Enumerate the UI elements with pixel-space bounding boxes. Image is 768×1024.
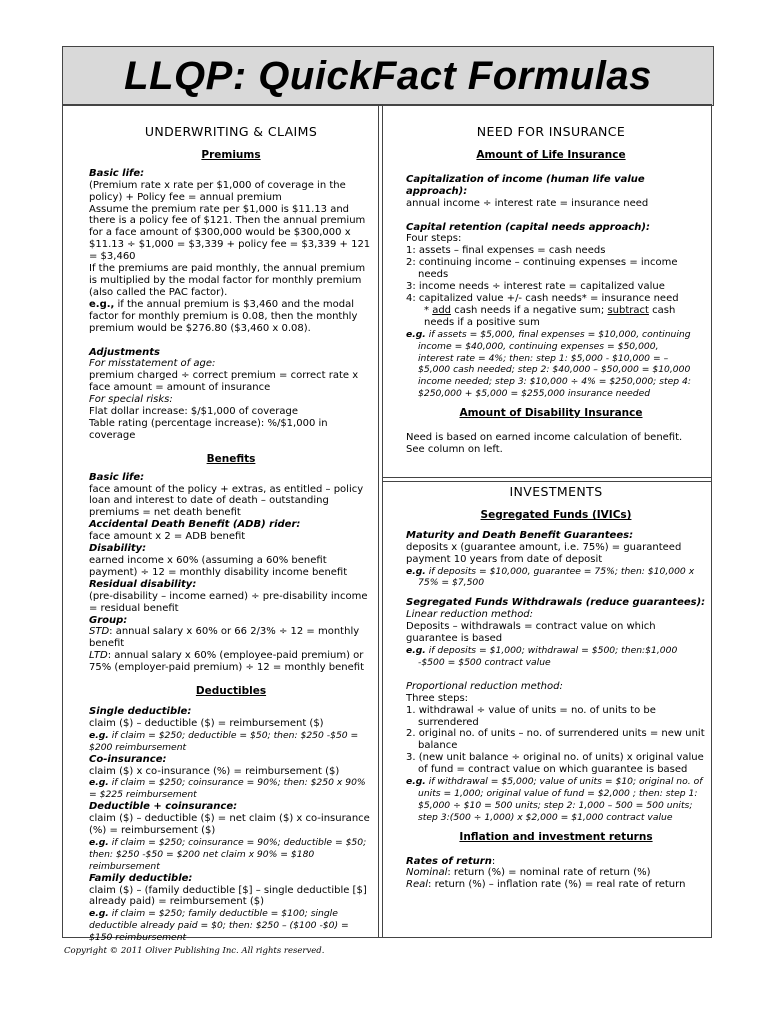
need-heading: NEED FOR INSURANCE: [476, 124, 626, 139]
investments-heading: INVESTMENTS: [509, 484, 603, 499]
example-text: if assets = $5,000, final expenses = $10,000, continuing income = $40,000, continuing expenses = $50,000, interest rate = 4%; then: step 1: $5,000 - $10,000 = –$5,000 cash needed; step 2: $40,000 – $50,000 = $10,000 income needed; step 3: $10,000 ÷ 4% = $250,000; step 4: $250,000 + $5,000 = $255,000 insurance needed: [418, 328, 691, 400]
example-text: if claim = $250; coinsurance = 90%; deductible = $50; then: $250 -$50 = $200 net claim x 90% = $180 reimbursement: [89, 836, 367, 872]
linear-example: [406, 645, 706, 669]
misstatement-formula: premium charged ÷ correct premium = correct rate x face amount = amount of insurance: [89, 370, 359, 394]
ded-coins-label: Deductible + coinsurance:: [89, 801, 238, 813]
disability-formula: earned income x 60% (assuming a 60% benefit payment) ÷ 12 = monthly disability income benefit: [89, 555, 348, 578]
inflation-heading: Inflation and investment returns: [459, 830, 653, 843]
adb-formula: face amount x 2 = ADB benefit: [89, 531, 246, 543]
family-deductible-label: Family deductible:: [89, 872, 193, 884]
nominal-text: : return (%) = nominal rate of return (%): [447, 867, 651, 879]
eg-label: e.g.: [406, 565, 426, 577]
adb-label: Accidental Death Benefit (ADB) rider:: [89, 519, 301, 531]
premium-formula: (Premium rate x rate per $1,000 of coverage in the policy) + Policy fee = annual premium: [89, 179, 346, 203]
linear-formula: Deposits – withdrawals = contract value on which guarantee is based: [406, 621, 656, 645]
example-text: if claim = $250; family deductible = $100; single deductible already paid = $0; then: $250 – ($100 -$0) = $150 reimbursement: [89, 908, 349, 944]
seg-funds-heading: Segregated Funds (IVICs): [480, 508, 632, 521]
flat-increase: Flat dollar increase: $/$1,000 of coverage: [89, 406, 299, 418]
single-deductible-label: Single deductible:: [89, 705, 192, 717]
add-word: add: [432, 304, 452, 316]
special-risks-label: For special risks:: [89, 394, 173, 406]
prop-step-2: 2. original no. of units – no. of surrendered units = new unit balance: [406, 728, 705, 752]
real-label: Real: [406, 879, 429, 891]
copyright-footer: Copyright © 2011 Oliver Publishing Inc. All rights reserved.: [64, 946, 325, 956]
withdrawals-label: Segregated Funds Withdrawals (reduce guarantees):: [406, 597, 706, 609]
modal-example: [89, 299, 373, 335]
subtract-word: subtract: [607, 304, 649, 316]
example-text: if claim = $250; deductible = $50; then: $250 -$50 = $200 reimbursement: [89, 729, 359, 753]
family-deductible-example: [89, 908, 373, 944]
eg-label: e.g.: [406, 644, 426, 656]
death-benefit-formula: face amount of the policy + extras, as entitled – policy loan and interest to date of death – outstanding premiums = net death benefit: [89, 483, 364, 519]
maturity-formula: deposits x (guarantee amount, i.e. 75%) = guaranteed payment 10 years from date of deposit: [406, 541, 682, 565]
disability-text: Need is based on earned income calculation of benefit. See column on left.: [406, 432, 683, 455]
rates-colon: :: [491, 855, 496, 867]
eg-label: e.g.,: [89, 298, 115, 310]
ltd-text: : annual salary x 60% (employee-paid premium) or 75% (employer-paid premium) ÷ 12 = monthly benefit: [89, 650, 365, 674]
coinsurance-formula: claim ($) x co-insurance (%) = reimbursement ($): [89, 765, 340, 777]
cash-needs-note: [406, 305, 696, 329]
ltd-formula: [89, 650, 373, 674]
eg-label: e.g.: [89, 729, 109, 741]
investments-column: [406, 486, 706, 891]
cap-income-formula: annual income ÷ interest rate = insurance need: [406, 197, 649, 209]
need-column: [406, 126, 696, 456]
premiums-heading: Premiums: [201, 148, 261, 161]
coinsurance-example: [89, 777, 373, 801]
benefits-heading: Benefits: [206, 452, 256, 465]
eg-label: e.g.: [406, 328, 426, 340]
step-1: 1: assets – final expenses = cash needs: [406, 245, 606, 257]
residual-formula: (pre-disability – income earned) ÷ pre-disability income = residual benefit: [89, 590, 368, 614]
basic-life-label: Basic life:: [89, 167, 145, 179]
std-text: : annual salary x 60% or 66 2/3% ÷ 12 = monthly benefit: [89, 626, 360, 650]
eg-label: e.g.: [89, 908, 109, 920]
eg-label: e.g.: [89, 777, 109, 789]
real-formula: [406, 879, 706, 891]
std-label: STD: [89, 626, 110, 638]
note-middle: cash needs if a negative sum;: [451, 304, 608, 316]
step-4: 4: capitalized value +/- cash needs* = insurance need: [406, 292, 679, 304]
eg-label: e.g.: [406, 776, 426, 788]
section-divider: [383, 477, 712, 482]
cap-income-label: Capitalization of income (human life value approach):: [406, 173, 645, 197]
deductibles-heading: Deductibles: [195, 685, 267, 698]
asterisk: *: [424, 304, 433, 316]
proportional-label: Proportional reduction method:: [406, 680, 563, 692]
ded-coins-formula: claim ($) – deductible ($) = net claim ($) x co-insurance (%) = reimbursement ($): [89, 813, 370, 837]
coinsurance-label: Co-insurance:: [89, 753, 167, 765]
std-formula: [89, 626, 373, 650]
maturity-example: [406, 566, 706, 590]
prop-step-3: 3. (new unit balance ÷ original no. of units) x original value of fund = contract value on which guarantee is based: [406, 752, 704, 776]
nominal-label: Nominal: [406, 867, 448, 879]
single-deductible-formula: claim ($) – deductible ($) = reimbursement ($): [89, 717, 324, 729]
monthly-note: If the premiums are paid monthly, the annual premium is multiplied by the modal factor for monthly premium (also called the PAC factor).: [89, 263, 366, 298]
need-example: [406, 329, 696, 400]
cap-retention-label: Capital retention (capital needs approach):: [406, 221, 650, 233]
modal-example-text: if the annual premium is $3,460 and the modal factor for monthly premium is 0.08, then the monthly premium would be $276.80 ($3,460 x 0.08).: [89, 298, 358, 334]
ded-coins-example: [89, 837, 373, 873]
proportional-example: [406, 776, 706, 824]
residual-label: Residual disability:: [89, 578, 197, 590]
amount-life-heading: Amount of Life Insurance: [476, 148, 626, 161]
underwriting-heading: UNDERWRITING & CLAIMS: [144, 124, 318, 139]
linear-label: Linear reduction method:: [406, 609, 534, 621]
eg-label: e.g.: [89, 836, 109, 848]
family-deductible-formula: claim ($) – (family deductible [$] – single deductible [$] already paid) = reimbursement ($): [89, 884, 367, 908]
example-text: if withdrawal = $5,000; value of units = $10; original no. of units = 1,000; original value of fund = $2,000 ; then: step 1: $5,000 ÷ $10 = 500 units; step 2: 1,000 – 500 = 500 units; step 3:(500 ÷ 1,000) x $2,000 = $1,000 contract value: [418, 776, 703, 823]
underwriting-column: [89, 126, 373, 944]
three-steps-label: Three steps:: [406, 692, 469, 704]
step-2: 2: continuing income – continuing expenses = income needs: [406, 257, 678, 281]
group-label: Group:: [89, 614, 128, 626]
adjustments-heading: Adjustments: [89, 346, 160, 358]
nominal-formula: [406, 867, 706, 879]
single-deductible-example: [89, 730, 373, 754]
rates-label: [406, 856, 706, 868]
prop-step-1: 1. withdrawal ÷ value of units = no. of units to be surrendered: [406, 704, 656, 728]
note-tail: cash needs if a positive sum: [424, 304, 676, 328]
benefits-basic-life: Basic life:: [89, 471, 145, 483]
misstatement-label: For misstatement of age:: [89, 358, 216, 370]
real-text: : return (%) – inflation rate (%) = real rate of return: [428, 879, 686, 891]
disability-label: Disability:: [89, 543, 147, 555]
example-text: if claim = $250; coinsurance = 90%; then: $250 x 90% = $225 reimbursement: [89, 777, 366, 801]
premium-example: Assume the premium rate per $1,000 is $11.13 and there is a policy fee of $121. Then the annual premium for a face amount of $300,000 would be $300,000 x $11.13 ÷ $1,000 = $3,339 + policy fee = $3,339 + 121 = $3,460: [89, 203, 371, 263]
four-steps-label: Four steps:: [406, 233, 462, 245]
step-3: 3: income needs ÷ interest rate = capitalized value: [406, 281, 665, 293]
page-title: LLQP: QuickFact Formulas: [124, 54, 652, 98]
title-banner: [62, 46, 714, 106]
table-rating: Table rating (percentage increase): %/$1,000 in coverage: [89, 417, 328, 441]
disability-heading: Amount of Disability Insurance: [459, 407, 643, 420]
example-text: if deposits = $1,000; withdrawal = $500; then:$1,000 -$500 = $500 contract value: [418, 644, 678, 668]
ltd-label: LTD: [89, 650, 108, 662]
column-divider: [378, 104, 383, 938]
example-text: if deposits = $10,000, guarantee = 75%; then: $10,000 x 75% = $7,500: [418, 565, 695, 589]
rates-text: Rates of return: [406, 855, 492, 867]
maturity-label: Maturity and Death Benefit Guarantees:: [406, 529, 634, 541]
